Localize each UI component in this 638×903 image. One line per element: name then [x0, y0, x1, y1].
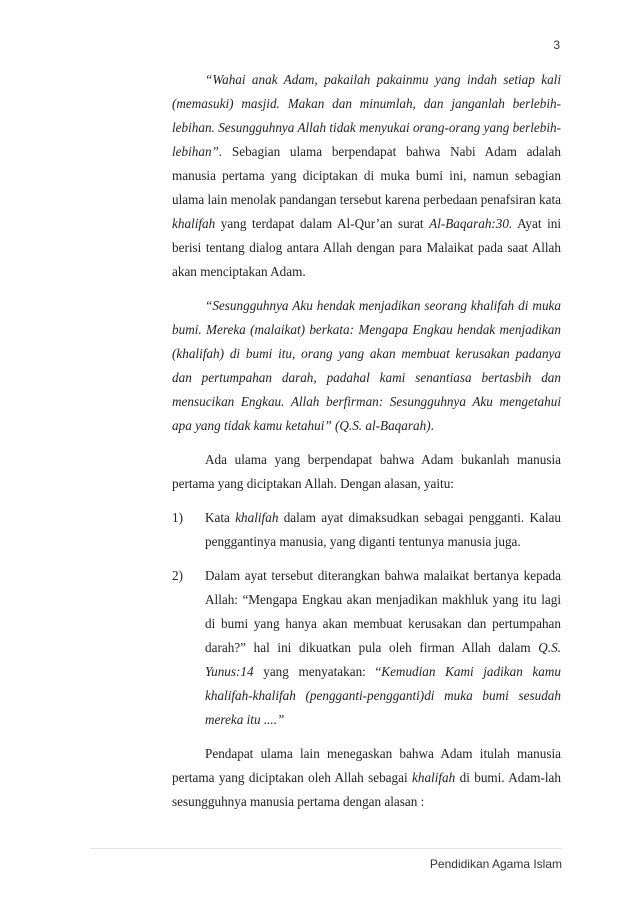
- paragraph-1-text-a: Sebagian ulama berpendapat bahwa Nabi Adam adalah manusia pertama yang diciptakan di muka bumi ini, namun sebagian ulama lain menolak pandangan tersebut karena perbedaan penafsiran kata: [172, 144, 561, 207]
- list-number-1: 1): [172, 510, 183, 525]
- term-khalifah: khalifah: [172, 216, 216, 231]
- paragraph-1-text-b: yang terdapat dalam Al-Qur’an surat: [215, 216, 430, 231]
- surah-reference: Q.S. Yunus:14: [205, 640, 561, 679]
- quote-al-baqarah: “Sesungguhnya Aku hendak menjadikan seorang khalifah di muka bumi. Mereka (malaikat) berkata: Mengapa Engkau hendak menjadikan (khalifah) di bumi itu, orang yang akan membuat kerusakan padanya dan pertumpahan darah, padahal kami senantiasa bertasbih dan mensucikan Engkau. Allah berfirman: Sesungguhnya Aku mengetahui apa yang tidak kamu ketahui” (Q.S. al-Baqarah): [172, 298, 561, 433]
- surah-reference: Al-Baqarah:30.: [429, 216, 513, 231]
- document-body: [172, 68, 561, 814]
- list-item-1: [172, 506, 561, 554]
- list-item-2: [172, 564, 561, 732]
- paragraph-3-text: Ada ulama yang berpendapat bahwa Adam bukanlah manusia pertama yang diciptakan Allah. Dengan alasan, yaitu:: [172, 452, 561, 491]
- list-item-2-text: [205, 564, 561, 732]
- footer-divider: [90, 848, 562, 849]
- list-item-2-text-b: yang menyatakan: “: [253, 664, 382, 679]
- term-khalifah: khalifah: [412, 770, 456, 785]
- paragraph-4-text-a: Pendapat ulama lain menegaskan bahwa Adam itulah manusia pertama yang diciptakan oleh Allah sebagai: [172, 746, 561, 785]
- list-item-1-text: [205, 506, 561, 554]
- paragraph-4-text-b: di bumi. Adam-lah sesungguhnya manusia pertama dengan alasan :: [172, 770, 561, 809]
- paragraph-1: [172, 68, 561, 284]
- quote-yunus: Kemudian Kami jadikan kamu khalifah-khalifah (pengganti-pengganti)di muka bumi sesudah mereka itu ....”: [205, 664, 561, 727]
- paragraph-1-text-c: Ayat ini berisi tentang dialog antara Allah dengan para Malaikat pada saat Allah akan menciptakan Adam.: [172, 216, 561, 279]
- list-item-1-text-a: Kata: [205, 510, 236, 525]
- list-item-2-text-a: Dalam ayat tersebut diterangkan bahwa malaikat bertanya kepada Allah: “Mengapa Engkau akan menjadikan makhluk yang itu lagi di bumi yang hanya akan membuat kerusakan dan pertumpahan darah?” hal ini dikuatkan pula oleh firman Allah dalam: [205, 568, 561, 655]
- paragraph-4: [172, 742, 561, 814]
- list-item-1-text-b: dalam ayat dimaksudkan sebagai pengganti. Kalau penggantinya manusia, yang diganti tentunya manusia juga.: [205, 510, 561, 549]
- paragraph-2-text-a: .: [430, 418, 434, 433]
- term-khalifah: khalifah: [235, 510, 279, 525]
- list-number-2: 2): [172, 568, 183, 583]
- paragraph-2: [172, 294, 561, 438]
- page-number: 3: [553, 38, 560, 52]
- paragraph-3: [172, 448, 561, 496]
- quote-al-araf: “Wahai anak Adam, pakailah pakainmu yang indah setiap kali (memasuki) masjid. Makan dan minumlah, dan janganlah berlebih-lebihan. Sesungguhnya Allah tidak menyukai orang-orang yang berlebih-lebihan”.: [172, 72, 561, 159]
- footer-title: Pendidikan Agama Islam: [429, 857, 562, 871]
